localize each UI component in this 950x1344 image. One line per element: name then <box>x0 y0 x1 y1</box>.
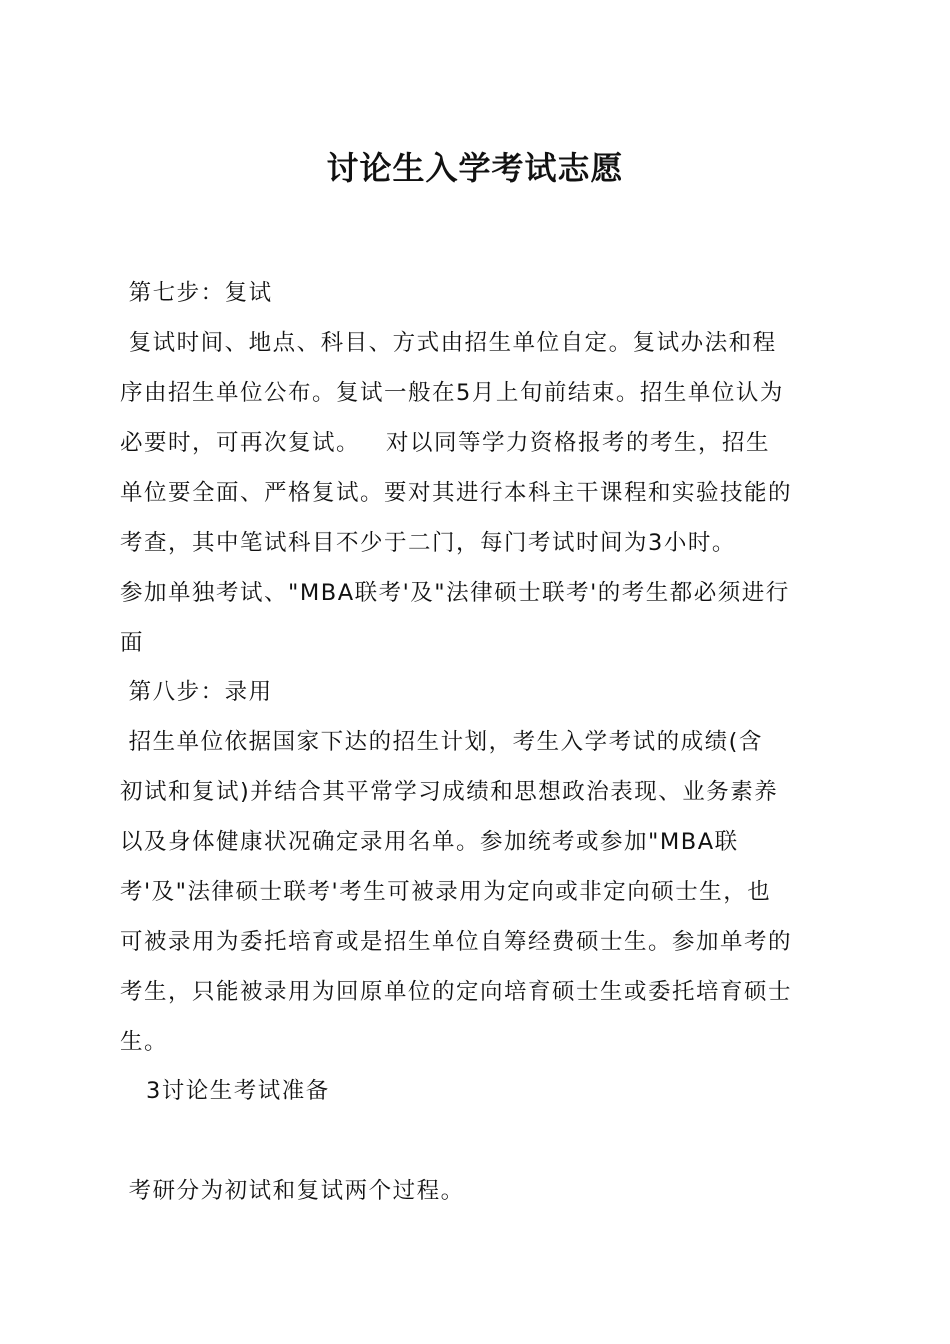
paragraph-line: 以及身体健康状况确定录用名单。参加统考或参加"MBA联 <box>120 829 739 855</box>
paragraph-line: 参加单独考试、"MBA联考'及"法律硕士联考'的考生都必须进行 <box>120 580 790 606</box>
paragraph-line: 考'及"法律硕士联考'考生可被录用为定向或非定向硕士生，也 <box>120 879 772 905</box>
document-title: 讨论生入学考试志愿 <box>326 149 624 187</box>
paragraph-line: 必要时，可再次复试。 对以同等学力资格报考的考生，招生 <box>120 430 770 456</box>
step-seven-heading: 第七步：复试 <box>120 280 273 306</box>
paragraph-line: 考生，只能被录用为回原单位的定向培育硕士生或委托培育硕士 <box>120 979 793 1005</box>
paragraph-line: 考研分为初试和复试两个过程。 <box>120 1178 465 1204</box>
paragraph-line: 单位要全面、严格复试。要对其进行本科主干课程和实验技能的 <box>120 480 793 506</box>
paragraph-line: 考查，其中笔试科目不少于二门，每门考试时间为3小时。 <box>120 530 736 556</box>
step-eight-heading: 第八步：录用 <box>120 679 273 705</box>
paragraph-line: 可被录用为委托培育或是招生单位自筹经费硕士生。参加单考的 <box>120 929 793 955</box>
paragraph-line: 面 <box>120 630 145 656</box>
paragraph-line: 初试和复试)并结合其平常学习成绩和思想政治表现、业务素养 <box>120 779 779 805</box>
paragraph-line: 序由招生单位公布。复试一般在5月上旬前结束。招生单位认为 <box>120 380 784 406</box>
section-heading: 3讨论生考试准备 <box>120 1078 330 1104</box>
paragraph-line: 招生单位依据国家下达的招生计划，考生入学考试的成绩(含 <box>120 729 763 755</box>
paragraph-line: 生。 <box>120 1029 169 1055</box>
paragraph-line: 复试时间、地点、科目、方式由招生单位自定。复试办法和程 <box>120 330 777 356</box>
